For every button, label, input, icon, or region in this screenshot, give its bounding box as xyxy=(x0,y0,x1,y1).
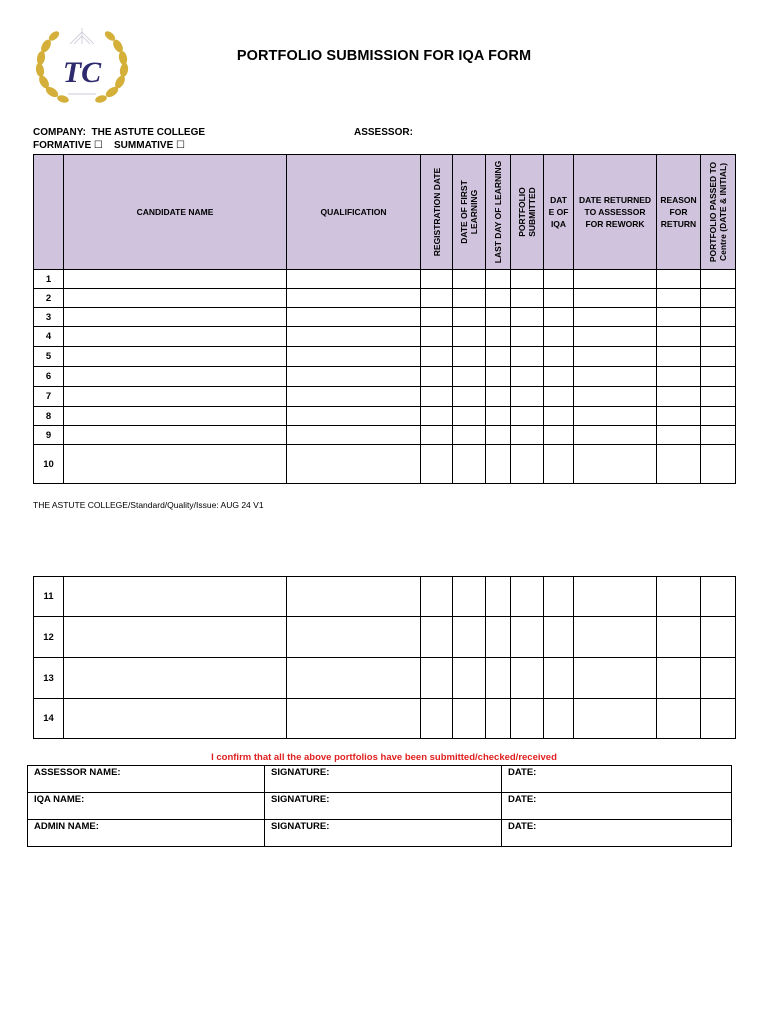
assessor-label: ASSESSOR: xyxy=(354,127,413,138)
table-cell[interactable] xyxy=(453,367,486,387)
table-cell[interactable] xyxy=(64,426,287,445)
table-cell[interactable] xyxy=(657,445,701,484)
table-cell[interactable] xyxy=(287,367,421,387)
table-cell[interactable] xyxy=(657,577,701,617)
table-cell[interactable] xyxy=(453,658,486,699)
table-cell[interactable] xyxy=(701,426,736,445)
table-cell[interactable] xyxy=(287,699,421,739)
summative-checkbox[interactable]: SUMMATIVE ☐ xyxy=(114,140,186,151)
date-returned-header: DATE RETURNED TO ASSESSOR FOR REWORK xyxy=(574,155,657,270)
table-cell[interactable] xyxy=(453,289,486,308)
table-cell[interactable] xyxy=(511,270,544,289)
table-cell[interactable] xyxy=(421,387,453,407)
table-cell[interactable] xyxy=(701,617,736,658)
table-cell[interactable] xyxy=(544,617,574,658)
assessment-type xyxy=(33,140,185,151)
table-cell[interactable] xyxy=(574,347,657,367)
table-cell[interactable] xyxy=(486,367,511,387)
confirmation-statement: I confirm that all the above portfolios have been submitted/checked/received xyxy=(211,752,557,763)
table-cell[interactable] xyxy=(453,387,486,407)
table-cell[interactable] xyxy=(544,347,574,367)
page-title: PORTFOLIO SUBMISSION FOR IQA FORM xyxy=(236,48,532,64)
table-cell[interactable] xyxy=(486,327,511,347)
assessor-signature-row xyxy=(28,766,732,793)
table-cell[interactable] xyxy=(64,327,287,347)
table-cell[interactable] xyxy=(544,445,574,484)
table-cell[interactable] xyxy=(287,270,421,289)
date-of-iqa-header: DAT E OF IQA xyxy=(544,155,574,270)
table-cell[interactable] xyxy=(574,658,657,699)
table-cell[interactable] xyxy=(486,347,511,367)
admin-signature-row xyxy=(28,820,732,847)
table-cell[interactable] xyxy=(64,308,287,327)
table-cell[interactable] xyxy=(657,699,701,739)
row-number: 1 xyxy=(34,270,64,289)
row-number: 13 xyxy=(34,658,64,699)
table-cell[interactable] xyxy=(486,426,511,445)
table-cell[interactable] xyxy=(657,347,701,367)
table-cell[interactable] xyxy=(486,270,511,289)
table-cell[interactable] xyxy=(486,577,511,617)
admin-date-field[interactable]: DATE: xyxy=(502,820,732,847)
table-cell[interactable] xyxy=(486,407,511,426)
table-cell[interactable] xyxy=(486,617,511,658)
table-row xyxy=(34,387,736,407)
table-cell[interactable] xyxy=(574,367,657,387)
table-cell[interactable] xyxy=(574,577,657,617)
table-cell[interactable] xyxy=(657,270,701,289)
table-cell[interactable] xyxy=(421,699,453,739)
table-cell[interactable] xyxy=(287,426,421,445)
table-cell[interactable] xyxy=(544,289,574,308)
row-number: 5 xyxy=(34,347,64,367)
table-row xyxy=(34,699,736,739)
row-number: 12 xyxy=(34,617,64,658)
company-value: THE ASTUTE COLLEGE xyxy=(91,127,206,138)
portfolio-table-continued xyxy=(33,576,736,739)
table-row xyxy=(34,407,736,426)
table-cell[interactable] xyxy=(574,617,657,658)
registration-date-header: REGISTRATION DATE xyxy=(421,155,453,270)
table-cell[interactable] xyxy=(701,367,736,387)
table-cell[interactable] xyxy=(453,407,486,426)
table-cell[interactable] xyxy=(544,407,574,426)
table-cell[interactable] xyxy=(574,407,657,426)
table-cell[interactable] xyxy=(486,699,511,739)
table-row xyxy=(34,426,736,445)
table-cell[interactable] xyxy=(574,387,657,407)
table-cell[interactable] xyxy=(421,270,453,289)
table-cell[interactable] xyxy=(64,347,287,367)
table-cell[interactable] xyxy=(421,367,453,387)
table-cell[interactable] xyxy=(544,426,574,445)
signature-table xyxy=(27,765,732,847)
table-row xyxy=(34,289,736,308)
table-cell[interactable] xyxy=(287,445,421,484)
table-cell[interactable] xyxy=(511,577,544,617)
iqa-name-field[interactable]: IQA NAME: xyxy=(28,793,265,820)
row-number: 6 xyxy=(34,367,64,387)
table-cell[interactable] xyxy=(421,308,453,327)
table-cell[interactable] xyxy=(453,270,486,289)
iqa-signature-field[interactable]: SIGNATURE: xyxy=(265,793,502,820)
qualification-header: QUALIFICATION xyxy=(287,155,421,270)
table-cell[interactable] xyxy=(486,387,511,407)
portfolio-table xyxy=(33,154,736,484)
table-cell[interactable] xyxy=(511,327,544,347)
table-cell[interactable] xyxy=(574,445,657,484)
table-cell[interactable] xyxy=(287,407,421,426)
table-cell[interactable] xyxy=(544,327,574,347)
iqa-date-field[interactable]: DATE: xyxy=(502,793,732,820)
table-cell[interactable] xyxy=(64,387,287,407)
table-cell[interactable] xyxy=(421,289,453,308)
table-cell[interactable] xyxy=(453,426,486,445)
table-cell[interactable] xyxy=(64,577,287,617)
row-number: 7 xyxy=(34,387,64,407)
assessor-date-field[interactable]: DATE: xyxy=(502,766,732,793)
formative-checkbox[interactable]: FORMATIVE ☐ xyxy=(33,140,103,151)
table-cell[interactable] xyxy=(701,308,736,327)
table-cell[interactable] xyxy=(511,617,544,658)
table-cell[interactable] xyxy=(421,658,453,699)
row-number: 8 xyxy=(34,407,64,426)
table-cell[interactable] xyxy=(287,617,421,658)
last-learning-header: LAST DAY OF LEARNING xyxy=(486,155,511,270)
iqa-signature-row xyxy=(28,793,732,820)
first-learning-header: DATE OF FIRST LEARNING xyxy=(453,155,486,270)
table-cell[interactable] xyxy=(657,308,701,327)
table-cell[interactable] xyxy=(511,699,544,739)
row-number: 9 xyxy=(34,426,64,445)
table-cell[interactable] xyxy=(574,699,657,739)
table-cell[interactable] xyxy=(544,387,574,407)
table-cell[interactable] xyxy=(657,658,701,699)
table-cell[interactable] xyxy=(511,387,544,407)
table-cell[interactable] xyxy=(453,347,486,367)
table-cell[interactable] xyxy=(287,577,421,617)
row-number: 3 xyxy=(34,308,64,327)
table-cell[interactable] xyxy=(701,445,736,484)
table-cell[interactable] xyxy=(421,577,453,617)
table-row xyxy=(34,327,736,347)
table-cell[interactable] xyxy=(64,270,287,289)
candidate-name-header: CANDIDATE NAME xyxy=(64,155,287,270)
company-line xyxy=(33,127,205,138)
table-cell[interactable] xyxy=(701,577,736,617)
logo-initials: TC xyxy=(62,56,102,89)
table-cell[interactable] xyxy=(421,407,453,426)
table-cell[interactable] xyxy=(421,347,453,367)
table-cell[interactable] xyxy=(64,445,287,484)
row-number: 14 xyxy=(34,699,64,739)
table-cell[interactable] xyxy=(453,617,486,658)
table-cell[interactable] xyxy=(544,308,574,327)
table-cell[interactable] xyxy=(701,387,736,407)
table-row xyxy=(34,347,736,367)
table-cell[interactable] xyxy=(64,658,287,699)
table-cell[interactable] xyxy=(511,445,544,484)
row-number: 4 xyxy=(34,327,64,347)
table-cell[interactable] xyxy=(544,270,574,289)
table-cell[interactable] xyxy=(64,367,287,387)
table-cell[interactable] xyxy=(701,347,736,367)
assessor-signature-field[interactable]: SIGNATURE: xyxy=(265,766,502,793)
table-cell[interactable] xyxy=(511,658,544,699)
table-cell[interactable] xyxy=(701,289,736,308)
table-row xyxy=(34,617,736,658)
table-cell[interactable] xyxy=(511,426,544,445)
table-cell[interactable] xyxy=(287,347,421,367)
table-row xyxy=(34,658,736,699)
table-cell[interactable] xyxy=(421,617,453,658)
table-cell[interactable] xyxy=(657,387,701,407)
table-cell[interactable] xyxy=(657,327,701,347)
table-cell[interactable] xyxy=(657,289,701,308)
table-cell[interactable] xyxy=(657,426,701,445)
table-cell[interactable] xyxy=(574,308,657,327)
table-cell[interactable] xyxy=(486,308,511,327)
table-cell[interactable] xyxy=(657,617,701,658)
table-cell[interactable] xyxy=(421,327,453,347)
college-logo xyxy=(30,22,134,108)
table-cell[interactable] xyxy=(701,658,736,699)
row-number: 2 xyxy=(34,289,64,308)
table-cell[interactable] xyxy=(486,658,511,699)
table-cell[interactable] xyxy=(544,699,574,739)
admin-name-field[interactable]: ADMIN NAME: xyxy=(28,820,265,847)
table-cell[interactable] xyxy=(453,327,486,347)
table-cell[interactable] xyxy=(64,289,287,308)
row-number: 11 xyxy=(34,577,64,617)
table-row xyxy=(34,367,736,387)
table-cell[interactable] xyxy=(64,617,287,658)
table-cell[interactable] xyxy=(287,387,421,407)
table-row xyxy=(34,270,736,289)
table-row xyxy=(34,308,736,327)
table-cell[interactable] xyxy=(544,658,574,699)
table-cell[interactable] xyxy=(287,308,421,327)
portfolio-submitted-header: PORTFOLIO SUBMITTED xyxy=(511,155,544,270)
table-cell[interactable] xyxy=(421,426,453,445)
table-cell[interactable] xyxy=(511,407,544,426)
table-cell[interactable] xyxy=(701,270,736,289)
table-cell[interactable] xyxy=(657,367,701,387)
table-cell[interactable] xyxy=(64,699,287,739)
table-cell[interactable] xyxy=(574,270,657,289)
table-cell[interactable] xyxy=(453,577,486,617)
row-number: 10 xyxy=(34,445,64,484)
table-cell[interactable] xyxy=(486,289,511,308)
table-cell[interactable] xyxy=(453,699,486,739)
table-cell[interactable] xyxy=(287,289,421,308)
table-cell[interactable] xyxy=(544,577,574,617)
table-cell[interactable] xyxy=(574,289,657,308)
table-cell[interactable] xyxy=(544,367,574,387)
table-cell[interactable] xyxy=(701,699,736,739)
table-cell[interactable] xyxy=(64,407,287,426)
table-cell[interactable] xyxy=(453,308,486,327)
table-cell[interactable] xyxy=(574,426,657,445)
table-header-row xyxy=(34,155,736,270)
table-cell[interactable] xyxy=(287,658,421,699)
table-cell[interactable] xyxy=(486,445,511,484)
row-number-header xyxy=(34,155,64,270)
portfolio-passed-header: PORTFOLIO PASSED TO Centre (DATE & INITIAL) xyxy=(701,155,736,270)
document-footer: THE ASTUTE COLLEGE/Standard/Quality/Issue: AUG 24 V1 xyxy=(33,500,264,510)
company-label: COMPANY: xyxy=(33,127,86,138)
table-cell[interactable] xyxy=(511,367,544,387)
admin-signature-field[interactable]: SIGNATURE: xyxy=(265,820,502,847)
table-cell[interactable] xyxy=(421,445,453,484)
table-cell[interactable] xyxy=(574,327,657,347)
table-cell[interactable] xyxy=(511,289,544,308)
assessor-name-field[interactable]: ASSESSOR NAME: xyxy=(28,766,265,793)
table-cell[interactable] xyxy=(701,327,736,347)
table-cell[interactable] xyxy=(453,445,486,484)
reason-for-return-header: REASON FOR RETURN xyxy=(657,155,701,270)
table-row xyxy=(34,577,736,617)
table-cell[interactable] xyxy=(701,407,736,426)
table-cell[interactable] xyxy=(511,347,544,367)
table-cell[interactable] xyxy=(287,327,421,347)
table-cell[interactable] xyxy=(511,308,544,327)
table-row xyxy=(34,445,736,484)
table-cell[interactable] xyxy=(657,407,701,426)
